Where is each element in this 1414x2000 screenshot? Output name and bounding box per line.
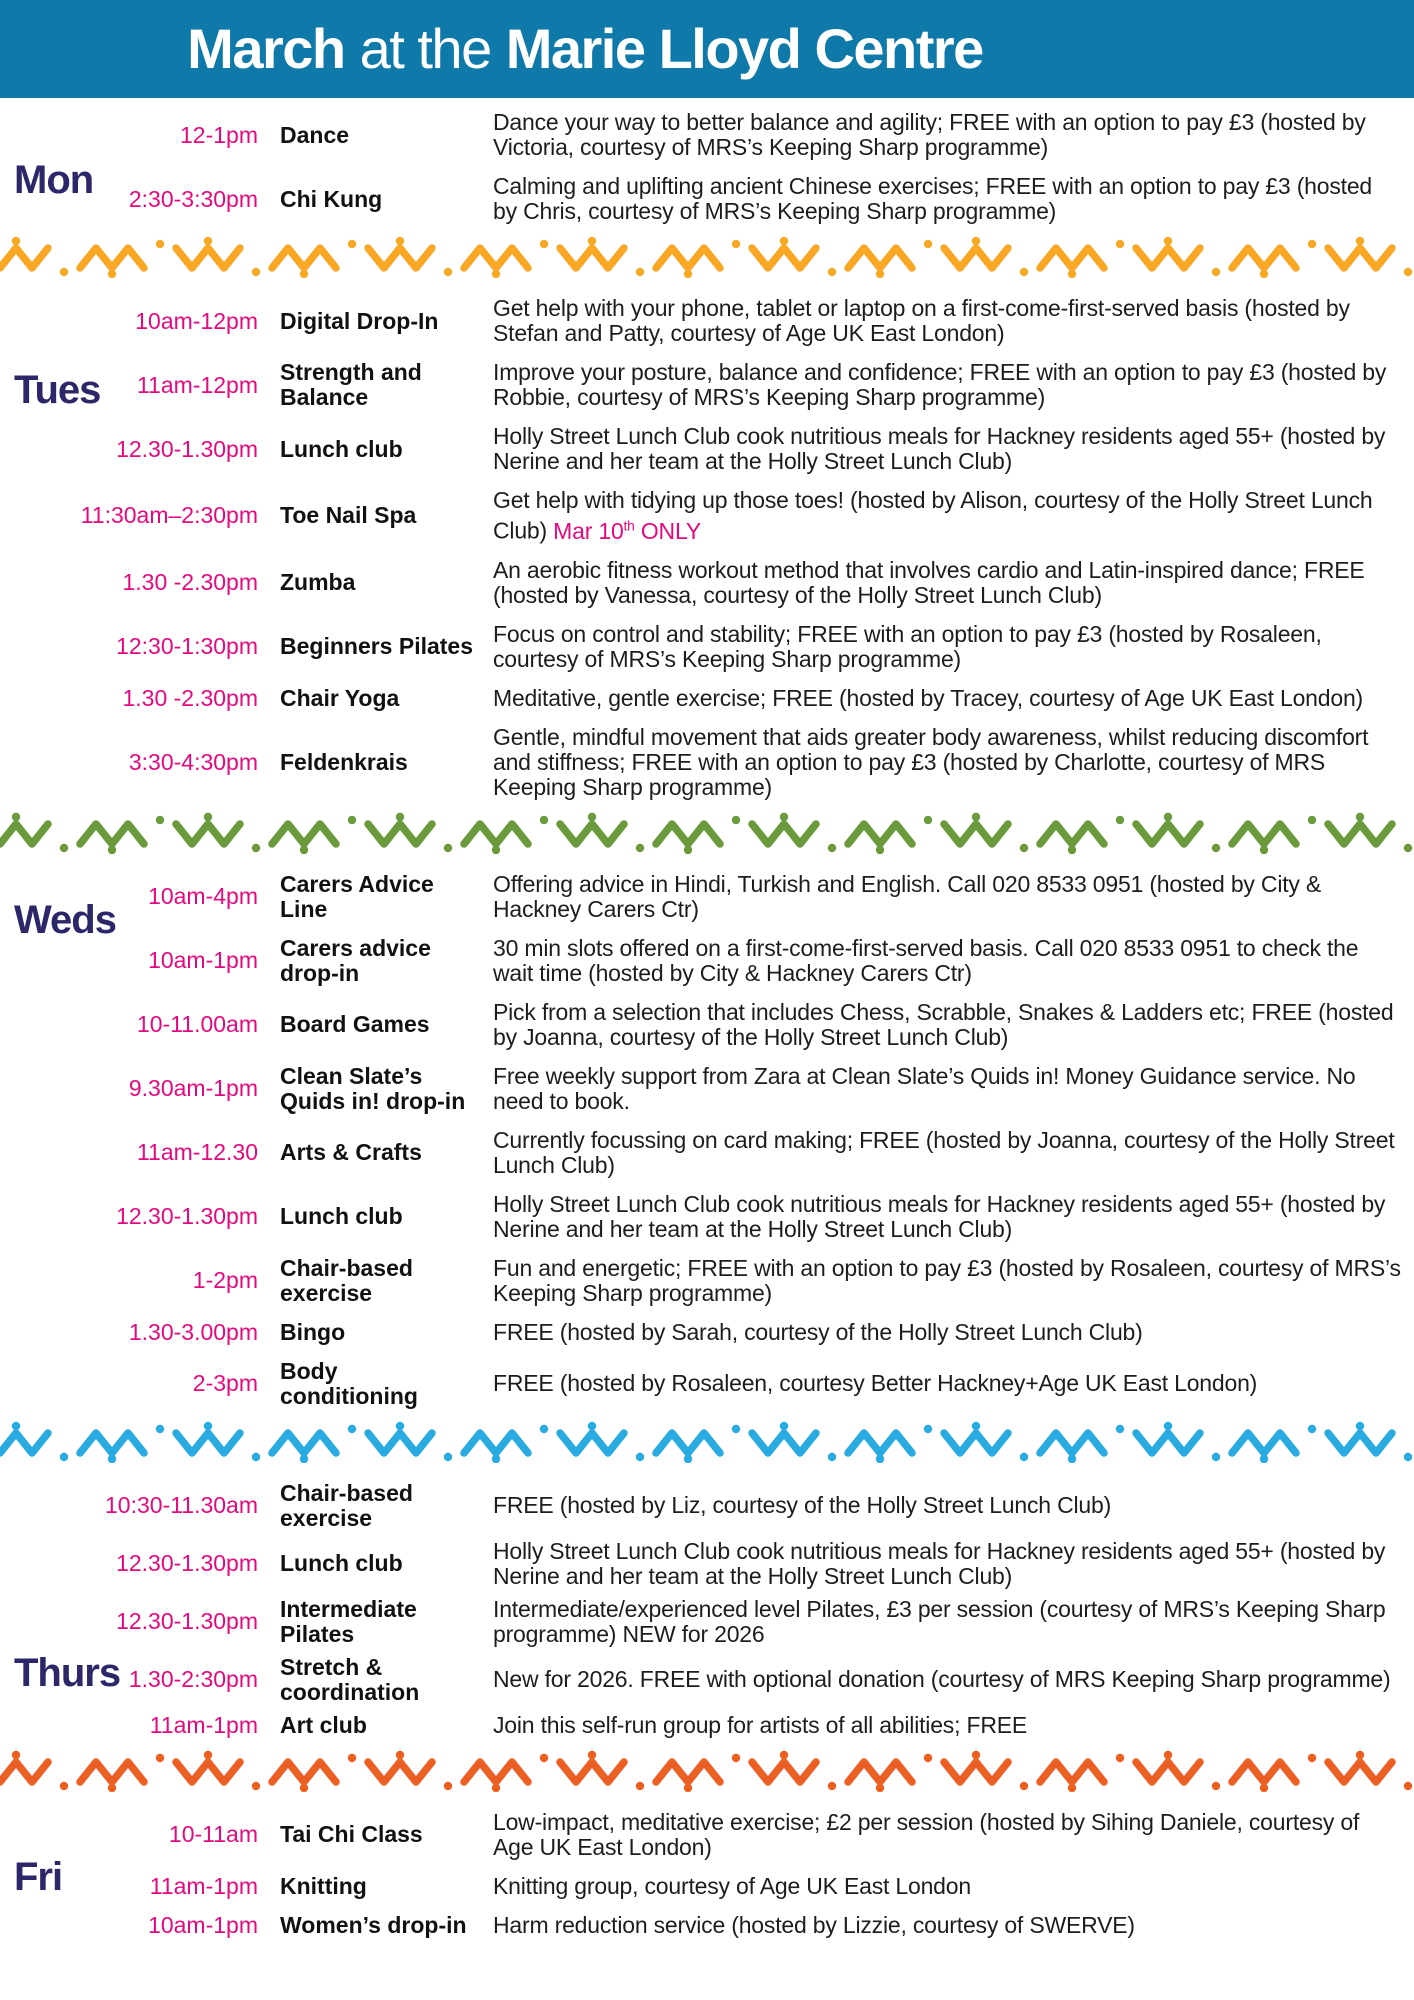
- day-label-thurs: Thurs: [14, 1650, 121, 1695]
- day-label-tues: Tues: [14, 368, 101, 412]
- schedule-row: [0, 1320, 1414, 1345]
- day-section-weds: [0, 872, 1414, 1409]
- row-description: Focus on control and stability; FREE with an option to pay £3 (hosted by Rosaleen, courtesy of MRS’s Keeping Sharp programme): [493, 620, 1322, 672]
- row-description: Offering advice in Hindi, Turkish and English. Call 020 8533 0951 (hosted by City & Hackney Carers Ctr): [493, 870, 1322, 922]
- zigzag-pattern: [0, 812, 1414, 854]
- rows-fri: [0, 1810, 1414, 1938]
- row-activity: Chair-based exercise: [280, 1254, 413, 1306]
- zigzag-divider: [0, 236, 1414, 278]
- row-time: 1.30 -2.30pm: [122, 684, 258, 711]
- row-time: 10am-1pm: [148, 1911, 258, 1938]
- schedule-row: [0, 1000, 1414, 1050]
- row-description: Intermediate/experienced level Pilates, £3 per session (courtesy of MRS’s Keeping Sharp programme) NEW for 2026: [493, 1595, 1386, 1647]
- schedule-row: [0, 1713, 1414, 1738]
- row-activity: Chi Kung: [280, 185, 383, 212]
- row-activity: Lunch club: [280, 1203, 403, 1230]
- row-time: 10-11.00am: [136, 1011, 258, 1038]
- row-activity: Carers Advice Line: [280, 870, 434, 922]
- row-time: 3:30-4:30pm: [128, 748, 258, 775]
- zigzag-pattern: [0, 236, 1414, 278]
- day-label-fri: Fri: [14, 1854, 63, 1899]
- row-time: 11am-12pm: [136, 371, 258, 398]
- schedule-row: [0, 1128, 1414, 1178]
- row-description: Pick from a selection that includes Chess, Scrabble, Snakes & Ladders etc; FREE (hosted by Joanna, courtesy of the Holly Street Lunch Club): [493, 998, 1394, 1050]
- rows-weds: [0, 872, 1414, 1409]
- row-description: Holly Street Lunch Club cook nutritious meals for Hackney residents aged 55+ (hosted by Nerine and her team at the Holly Street Lunch Club): [493, 423, 1386, 474]
- day-label-mon: Mon: [14, 158, 94, 202]
- page-title-venue: Marie Lloyd Centre: [505, 17, 983, 80]
- row-activity: Carers advice drop-in: [280, 934, 431, 986]
- row-time: 1.30 -2.30pm: [122, 569, 258, 596]
- schedule-row: [0, 424, 1414, 474]
- highlight-date: Mar 10th ONLY: [553, 517, 701, 544]
- row-description: Get help with tidying up those toes! (hosted by Alison, courtesy of the Holly Street Lunch Club) Mar 10th ONLY: [493, 487, 1373, 544]
- row-activity: Body conditioning: [280, 1357, 418, 1409]
- row-description: An aerobic fitness workout method that involves cardio and Latin-inspired dance; FREE (hosted by Vanessa, courtesy of the Holly Street Lunch Club): [493, 556, 1365, 608]
- row-activity: Intermediate Pilates: [280, 1595, 417, 1647]
- zigzag-divider: [0, 1750, 1414, 1792]
- schedule-row: [0, 558, 1414, 608]
- row-description: Join this self-run group for artists of all abilities; FREE: [493, 1711, 1028, 1738]
- row-time: 12.30-1.30pm: [116, 435, 258, 462]
- schedule-row: [0, 622, 1414, 672]
- row-time: 12:30-1:30pm: [116, 633, 258, 660]
- row-description: Dance your way to better balance and agility; FREE with an option to pay £3 (hosted by Victoria, courtesy of MRS’s Keeping Sharp programme): [493, 109, 1366, 160]
- row-description: Meditative, gentle exercise; FREE (hosted by Tracey, courtesy of Age UK East London): [493, 684, 1363, 711]
- row-time: 12.30-1.30pm: [116, 1550, 258, 1577]
- row-description: Calming and uplifting ancient Chinese exercises; FREE with an option to pay £3 (hosted by Chris, courtesy of MRS’s Keeping Sharp programme): [493, 173, 1373, 224]
- row-time: 10-11am: [168, 1821, 258, 1848]
- row-activity: Tai Chi Class: [280, 1821, 423, 1848]
- row-activity: Digital Drop-In: [280, 307, 439, 334]
- page-title: [187, 17, 983, 80]
- row-time: 11am-1pm: [149, 1872, 258, 1899]
- row-time: 11am-12.30: [136, 1139, 258, 1166]
- row-time: 10am-4pm: [148, 883, 258, 910]
- rows-tues: [0, 296, 1414, 800]
- zigzag-divider: [0, 1421, 1414, 1463]
- zigzag-divider: [0, 812, 1414, 854]
- header-banner: [0, 0, 1414, 98]
- row-time: 1.30-3.00pm: [128, 1318, 258, 1345]
- row-time: 2:30-3:30pm: [128, 185, 258, 212]
- schedule-row: [0, 725, 1414, 800]
- row-activity: Knitting: [280, 1872, 367, 1899]
- row-activity: Board Games: [280, 1011, 430, 1038]
- schedule-row: [0, 872, 1414, 922]
- row-time: 1-2pm: [192, 1267, 258, 1294]
- schedule-row: [0, 1192, 1414, 1242]
- row-time: 9.30am-1pm: [128, 1075, 258, 1102]
- schedule-row: [0, 1481, 1414, 1531]
- day-section-tues: [0, 296, 1414, 800]
- schedule-row: [0, 1064, 1414, 1114]
- schedule-row: [0, 1913, 1414, 1938]
- schedule-row: [0, 1650, 1414, 1705]
- schedule-row: [0, 1810, 1414, 1860]
- row-time: 12.30-1.30pm: [116, 1608, 258, 1635]
- row-time: 10am-12pm: [135, 307, 258, 334]
- row-activity: Women’s drop-in: [280, 1911, 467, 1938]
- row-description: New for 2026. FREE with optional donation (courtesy of MRS Keeping Sharp programme): [493, 1666, 1391, 1693]
- row-time: 11am-1pm: [149, 1711, 258, 1738]
- row-time: 1.30-2:30pm: [128, 1666, 258, 1693]
- row-activity: Dance: [280, 121, 350, 148]
- row-activity: Toe Nail Spa: [280, 502, 417, 529]
- row-activity: Art club: [280, 1711, 367, 1738]
- row-description: Low-impact, meditative exercise; £2 per session (hosted by Sihing Daniele, courtesy of Age UK East London): [493, 1808, 1360, 1860]
- day-label-weds: Weds: [14, 897, 116, 942]
- row-activity: Lunch club: [280, 435, 403, 462]
- row-description: Currently focussing on card making; FREE (hosted by Joanna, courtesy of the Holly Street Lunch Club): [493, 1126, 1395, 1178]
- row-description: Fun and energetic; FREE with an option to pay £3 (hosted by Rosaleen, courtesy of MRS’s Keeping Sharp programme): [493, 1254, 1401, 1306]
- row-description: Harm reduction service (hosted by Lizzie, courtesy of SWERVE): [493, 1911, 1135, 1938]
- schedule-row: [0, 174, 1414, 224]
- row-description: Free weekly support from Zara at Clean Slate’s Quids in! Money Guidance service. No need to book.: [493, 1062, 1356, 1114]
- row-time: 12-1pm: [180, 121, 258, 148]
- row-time: 12.30-1.30pm: [116, 1203, 258, 1230]
- schedule-row: [0, 936, 1414, 986]
- row-description: Improve your posture, balance and confidence; FREE with an option to pay £3 (hosted by Robbie, courtesy of MRS’s Keeping Sharp programme): [493, 359, 1387, 410]
- row-description: 30 min slots offered on a first-come-first-served basis. Call 020 8533 0951 to check the wait time (hosted by City & Hackney Carers Ctr): [493, 934, 1359, 986]
- row-time: 2-3pm: [192, 1370, 258, 1397]
- day-section-thurs: [0, 1481, 1414, 1738]
- page-title-month: March: [187, 17, 345, 80]
- schedule-row: [0, 110, 1414, 160]
- row-description: FREE (hosted by Rosaleen, courtesy Better Hackney+Age UK East London): [493, 1370, 1258, 1397]
- row-activity: Beginners Pilates: [280, 633, 474, 660]
- schedule-row: [0, 296, 1414, 346]
- schedule-row: [0, 686, 1414, 711]
- row-activity: Zumba: [280, 569, 356, 596]
- schedule-row: [0, 488, 1414, 544]
- schedule-row: [0, 360, 1414, 410]
- row-time: 11:30am–2:30pm: [80, 502, 258, 529]
- row-description: FREE (hosted by Liz, courtesy of the Holly Street Lunch Club): [493, 1492, 1112, 1519]
- row-activity: Stretch & coordination: [280, 1653, 420, 1705]
- row-time: 10am-1pm: [148, 947, 258, 974]
- row-description: Knitting group, courtesy of Age UK East London: [493, 1872, 971, 1899]
- schedule-row: [0, 1359, 1414, 1409]
- schedule-row: [0, 1597, 1414, 1647]
- rows-mon: [0, 110, 1414, 224]
- row-description: Get help with your phone, tablet or laptop on a first-come-first-served basis (hosted by Stefan and Patty, courtesy of Age UK East London): [493, 295, 1350, 346]
- day-section-fri: [0, 1810, 1414, 1938]
- row-activity: Bingo: [280, 1318, 346, 1345]
- day-section-mon: [0, 110, 1414, 224]
- row-activity: Lunch club: [280, 1550, 403, 1577]
- row-time: 10:30-11.30am: [104, 1492, 258, 1519]
- schedule-row: [0, 1539, 1414, 1589]
- schedule-row: [0, 1256, 1414, 1306]
- row-description: Holly Street Lunch Club cook nutritious meals for Hackney residents aged 55+ (hosted by Nerine and her team at the Holly Street Lunch Club): [493, 1537, 1386, 1589]
- row-description: Gentle, mindful movement that aids greater body awareness, whilst reducing discomfort and stiffness; FREE with an option to pay £3 (hosted by Charlotte, courtesy of MRS Keeping Sharp programme): [493, 723, 1369, 800]
- row-activity: Feldenkrais: [280, 748, 408, 775]
- schedule-row: [0, 1874, 1414, 1899]
- row-activity: Strength and Balance: [280, 359, 422, 410]
- rows-thurs: [0, 1481, 1414, 1738]
- row-activity: Chair Yoga: [280, 684, 400, 711]
- page-title-connector: at the: [359, 17, 491, 80]
- row-activity: Arts & Crafts: [280, 1139, 422, 1166]
- zigzag-pattern: [0, 1750, 1414, 1792]
- row-description: FREE (hosted by Sarah, courtesy of the Holly Street Lunch Club): [493, 1318, 1143, 1345]
- zigzag-pattern: [0, 1421, 1414, 1463]
- row-description: Holly Street Lunch Club cook nutritious meals for Hackney residents aged 55+ (hosted by Nerine and her team at the Holly Street Lunch Club): [493, 1190, 1386, 1242]
- row-activity: Chair-based exercise: [280, 1479, 413, 1531]
- row-activity: Clean Slate’s Quids in! drop-in: [280, 1062, 466, 1114]
